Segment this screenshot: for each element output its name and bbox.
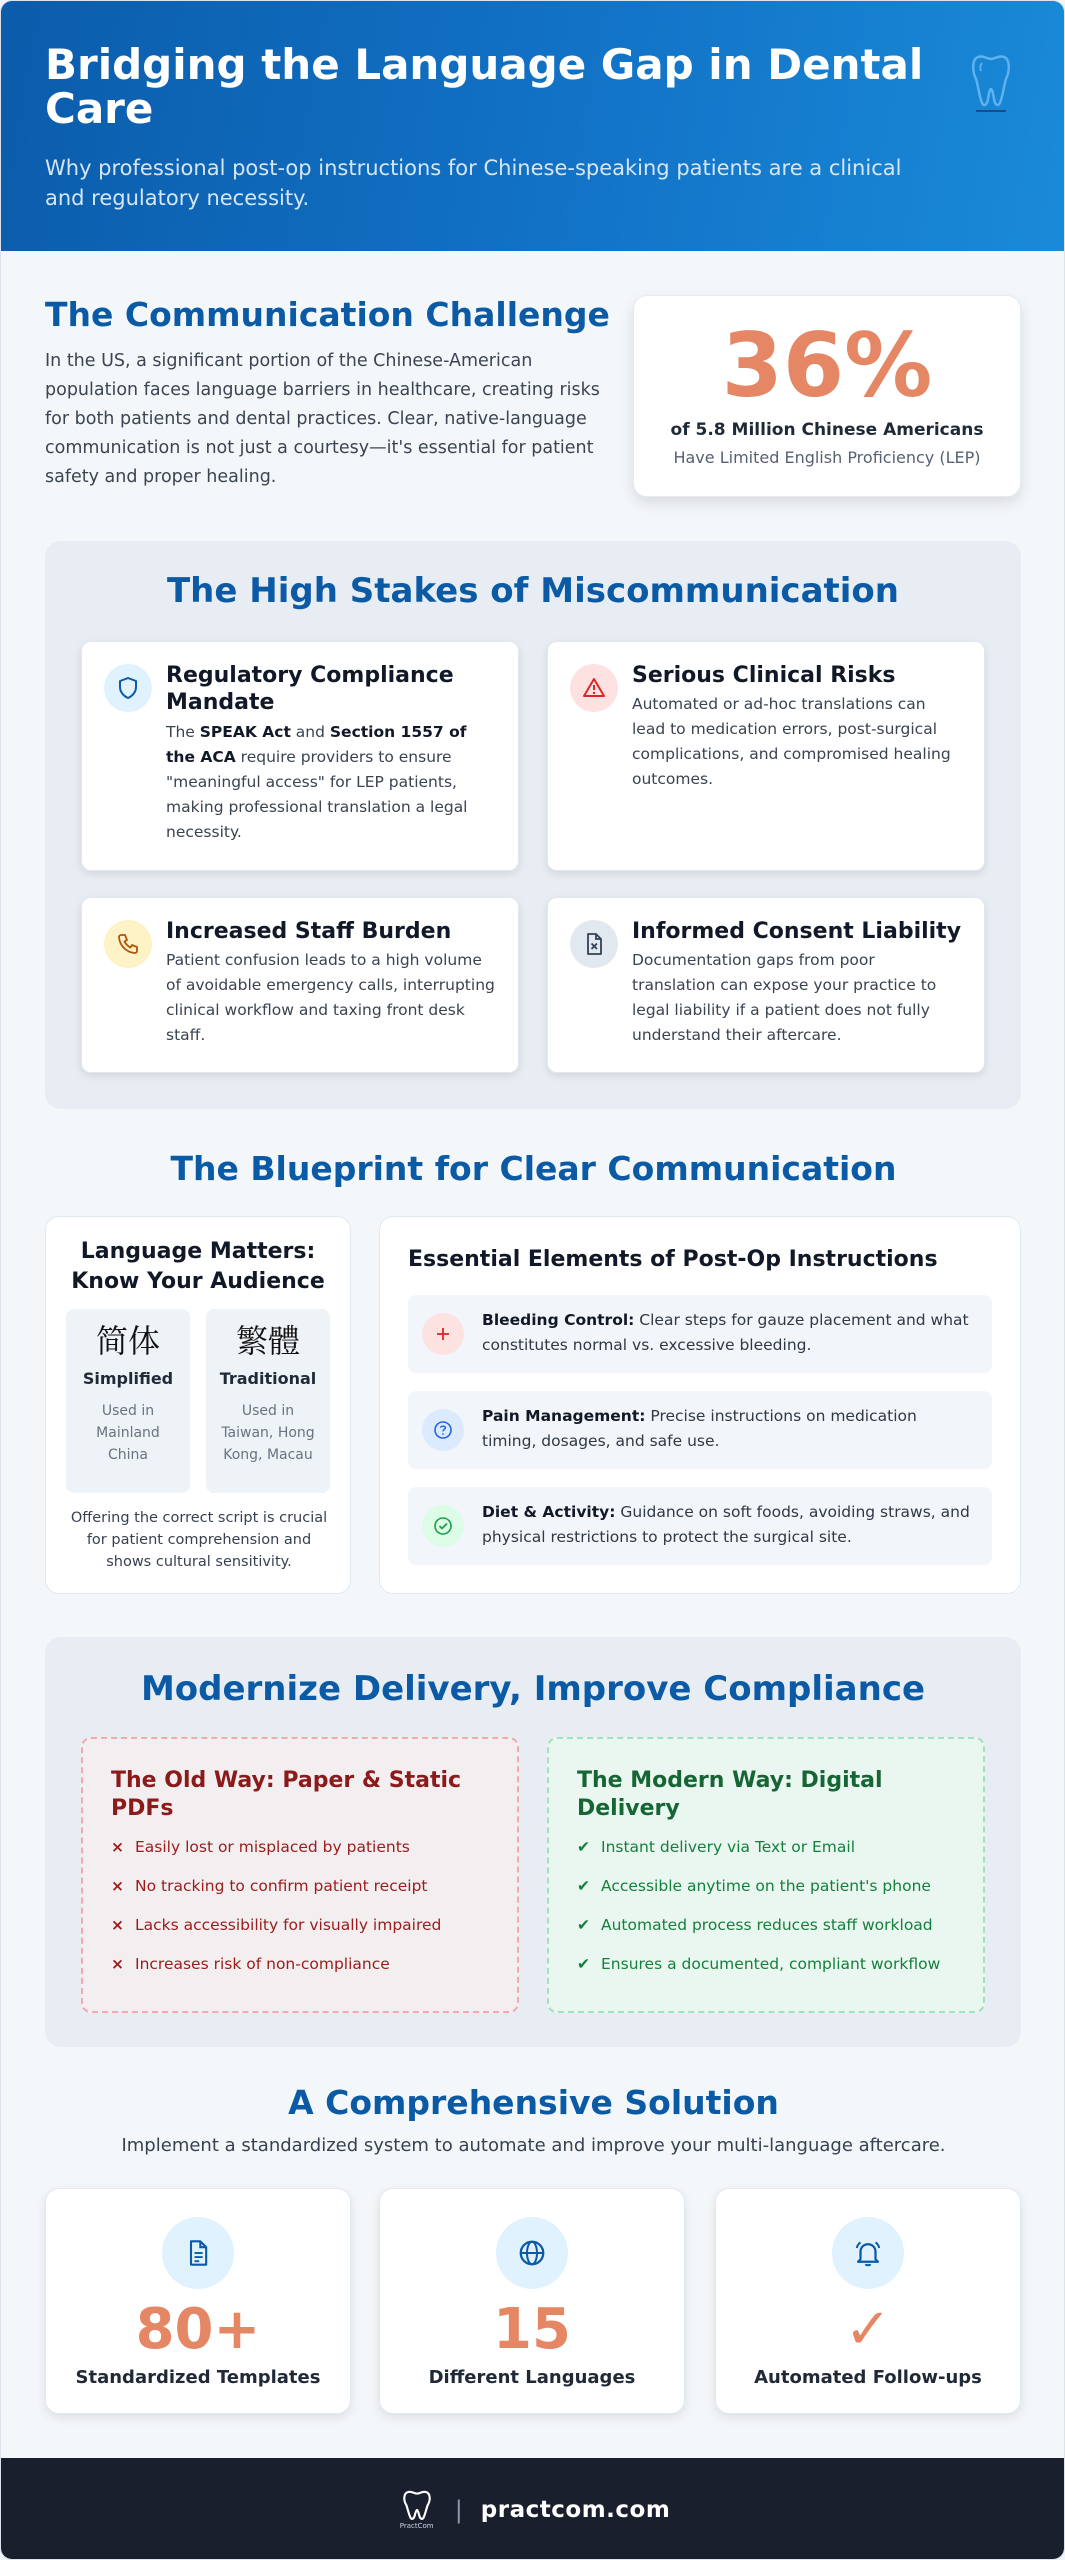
footer-website-link[interactable]: practcom.com <box>480 2496 671 2523</box>
check-mark-icon: ✔ <box>577 1877 590 1895</box>
solution-card-followups <box>715 2188 1021 2414</box>
solution-subtitle: Implement a standardized system to automate and improve your multi-language aftercare. <box>121 2135 946 2156</box>
modern-way-panel <box>547 1737 985 2013</box>
modern-way-title: The Modern Way: Digital Delivery <box>577 1768 883 1821</box>
lep-stat-card <box>633 295 1021 497</box>
check-mark-icon: ✔ <box>577 1838 590 1856</box>
check-mark-icon: ✔ <box>577 1955 590 1973</box>
risk-card-staff <box>81 897 519 1073</box>
script-traditional <box>206 1309 330 1493</box>
solution-value: 80+ <box>135 2297 261 2362</box>
section-title-challenge: The Communication Challenge <box>45 295 610 334</box>
globe-icon <box>496 2217 568 2289</box>
risk-card-consent <box>547 897 985 1073</box>
tooth-icon <box>402 2489 432 2521</box>
document-icon <box>162 2217 234 2289</box>
element-diet-activity <box>408 1487 992 1565</box>
risk-card-body: Automated or ad-hoc translations can lead to medication errors, post-surgical complications, and compromised healing outcomes. <box>632 695 951 788</box>
list-item: × Increases risk of non-compliance <box>111 1954 501 1993</box>
page-title: Bridging the Language Gap in Dental Care <box>45 40 924 133</box>
solution-card-languages <box>379 2188 685 2414</box>
solution-value: ✓ <box>844 2297 892 2362</box>
communication-challenge-section <box>45 295 1021 499</box>
list-item: ✔ Automated process reduces staff workload <box>577 1915 967 1954</box>
page-subtitle: Why professional post-op instructions for Chinese-speaking patients are a clinical and regulatory necessity. <box>45 156 902 210</box>
question-icon <box>422 1409 464 1451</box>
tooth-icon <box>970 51 1012 115</box>
risk-card-title: Regulatory Compliance Mandate <box>166 663 454 715</box>
risk-card-clinical <box>547 641 985 871</box>
script-region: Used in Mainland China <box>96 1403 160 1463</box>
x-mark-icon: × <box>111 1955 124 1973</box>
lep-stat-value: 36% <box>721 314 933 417</box>
post-op-elements-card <box>379 1216 1021 1594</box>
language-note: Offering the correct script is crucial for patient comprehension and shows cultural sensitivity. <box>70 1510 328 1570</box>
script-name: Traditional <box>219 1369 317 1388</box>
risk-card-regulatory <box>81 641 519 871</box>
element-pain-management <box>408 1391 992 1469</box>
x-mark-icon: × <box>111 1838 124 1856</box>
modern-way-list <box>577 1837 967 1993</box>
risk-card-title: Informed Consent Liability <box>632 919 962 944</box>
script-region: Used in Taiwan, Hong Kong, Macau <box>221 1403 315 1463</box>
section-title-stakes: The High Stakes of Miscommunication <box>166 571 899 611</box>
challenge-text: In the US, a significant portion of the Chinese-American population faces language barriers in healthcare, creating risks for both patients and dental practices. Clear, native-language communication is not just a courtesy—it's essential for patient safety and proper healing. <box>45 351 600 487</box>
section-title-solution: A Comprehensive Solution <box>288 2083 779 2122</box>
risk-card-body: The SPEAK Act and Section 1557 of the ACA require providers to ensure "meaningful access" for LEP patients, making professional translation a legal necessity. <box>166 723 468 841</box>
modernize-section <box>45 1637 1021 2047</box>
list-item: × Lacks accessibility for visually impaired <box>111 1915 501 1954</box>
section-title-modernize: Modernize Delivery, Improve Compliance <box>140 1669 926 1709</box>
solution-label: Different Languages <box>428 2367 636 2388</box>
risk-card-title: Increased Staff Burden <box>166 919 452 944</box>
old-way-list <box>111 1837 501 1993</box>
plus-icon <box>422 1313 464 1355</box>
risk-card-body: Patient confusion leads to a high volume of avoidable emergency calls, interrupting clinical workflow and taxing front desk staff. <box>166 951 495 1044</box>
list-item: ✔ Accessible anytime on the patient's phone <box>577 1876 967 1915</box>
high-stakes-section <box>45 541 1021 1109</box>
shield-icon <box>104 664 152 712</box>
check-mark-icon: ✔ <box>577 1916 590 1934</box>
x-mark-icon: × <box>111 1877 124 1895</box>
footer <box>1 2458 1065 2560</box>
document-x-icon <box>570 920 618 968</box>
list-item: × No tracking to confirm patient receipt <box>111 1876 501 1915</box>
language-card <box>45 1216 351 1594</box>
element-text: Bleeding Control: Clear steps for gauze placement and what constitutes normal vs. excessive bleeding. <box>482 1311 969 1354</box>
script-glyph: 繁體 <box>235 1322 300 1360</box>
phone-icon <box>104 920 152 968</box>
section-title-blueprint: The Blueprint for Clear Communication <box>170 1149 897 1188</box>
element-text: Diet & Activity: Guidance on soft foods, avoiding straws, and physical restrictions to protect the surgical site. <box>482 1503 970 1546</box>
script-glyph: 简体 <box>95 1322 160 1360</box>
list-item: × Easily lost or misplaced by patients <box>111 1837 501 1876</box>
solution-value: 15 <box>493 2297 571 2362</box>
logo-text: PractCom <box>399 2522 434 2530</box>
solution-label: Standardized Templates <box>75 2367 321 2388</box>
language-card-title: Language Matters: Know Your Audience <box>71 1239 325 1294</box>
list-item: ✔ Ensures a documented, compliant workflow <box>577 1954 967 1993</box>
solution-card-templates <box>45 2188 351 2414</box>
risk-card-title: Serious Clinical Risks <box>632 663 896 688</box>
script-name: Simplified <box>82 1369 174 1388</box>
x-mark-icon: × <box>111 1916 124 1934</box>
header-banner <box>1 1 1064 251</box>
lep-stat-label: of 5.8 Million Chinese Americans <box>670 420 984 440</box>
check-circle-icon <box>422 1505 464 1547</box>
lep-stat-sublabel: Have Limited English Proficiency (LEP) <box>673 448 981 467</box>
old-way-panel <box>81 1737 519 2013</box>
old-way-title: The Old Way: Paper & Static PDFs <box>111 1768 462 1821</box>
element-text: Pain Management: Precise instructions on medication timing, dosages, and safe use. <box>482 1407 917 1450</box>
list-item: ✔ Instant delivery via Text or Email <box>577 1837 967 1876</box>
solution-label: Automated Follow-ups <box>754 2367 982 2388</box>
bell-icon <box>832 2217 904 2289</box>
warning-icon <box>570 664 618 712</box>
element-bleeding-control <box>408 1295 992 1373</box>
practcom-logo[interactable] <box>397 2489 437 2530</box>
footer-separator: | <box>454 2495 463 2524</box>
elements-card-title: Essential Elements of Post-Op Instructions <box>408 1247 938 1272</box>
risk-card-body: Documentation gaps from poor translation can expose your practice to legal liability if a patient does not fully understand their aftercare. <box>632 951 937 1044</box>
script-simplified <box>66 1309 190 1493</box>
